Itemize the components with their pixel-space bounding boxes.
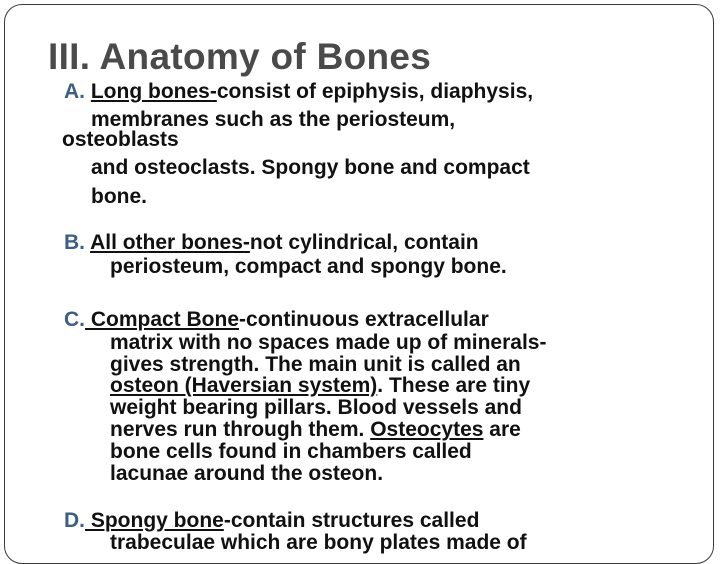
- section-a-line-5: bone.: [91, 185, 147, 208]
- section-c-line-3: gives strength. The main unit is called an: [110, 353, 521, 376]
- section-d-letter: D.: [64, 509, 85, 532]
- section-d-line-2: trabeculae which are bony plates made of: [110, 531, 527, 554]
- long-bones-term: Long bones-: [90, 80, 217, 103]
- section-c-text-4: . These are tiny: [377, 374, 531, 397]
- section-a-letter: A.: [64, 80, 85, 103]
- slide-title: III. Anatomy of Bones: [48, 36, 432, 77]
- section-d-text-1: -contain structures called: [223, 509, 480, 532]
- section-c-line-8: lacunae around the osteon.: [110, 462, 384, 485]
- all-other-bones-term: All other bones-: [90, 231, 250, 254]
- section-c-line-7: bone cells found in chambers called: [110, 440, 472, 463]
- osteocytes-term: Osteocytes: [370, 418, 484, 441]
- section-d-line-1: [64, 510, 479, 532]
- section-c-text-6a: nerves run through them.: [110, 418, 371, 441]
- section-c-line-1: [64, 309, 489, 331]
- section-a-line-2: membranes such as the periosteum,: [91, 108, 456, 131]
- osteon-term: osteon (Haversian system): [110, 374, 378, 397]
- section-b-line-2: periosteum, compact and spongy bone.: [110, 255, 507, 278]
- spongy-bone-term: Spongy bone: [85, 509, 224, 532]
- section-a-line-1: [64, 81, 533, 103]
- section-c-line-2: matrix with no spaces made up of minerals-: [110, 331, 547, 354]
- compact-bone-term: Compact Bone: [85, 308, 240, 331]
- section-c-line-6: [110, 419, 521, 441]
- section-c-text-6b: are: [483, 418, 521, 441]
- section-a-line-4: and osteoclasts. Spongy bone and compact: [91, 156, 530, 179]
- section-a-line-3: osteoblasts: [62, 128, 179, 151]
- section-a-text-1: consist of epiphysis, diaphysis,: [216, 80, 534, 103]
- section-c-line-5: weight bearing pillars. Blood vessels and: [110, 396, 522, 419]
- section-c-line-4: [110, 375, 530, 397]
- section-c-letter: C.: [64, 308, 85, 331]
- section-b-text-1: not cylindrical, contain: [249, 231, 479, 254]
- section-c-text-1: -continuous extracellular: [239, 308, 489, 331]
- section-b-letter: B.: [64, 231, 85, 254]
- section-b-line-1: [64, 232, 479, 254]
